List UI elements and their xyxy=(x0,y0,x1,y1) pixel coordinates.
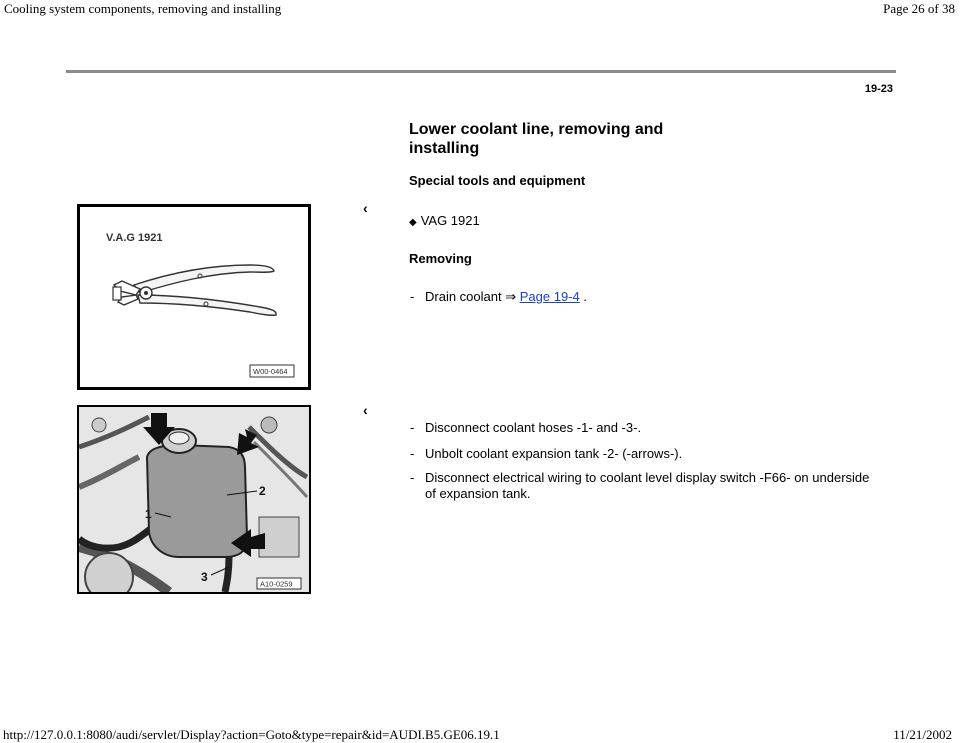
callout-3: 3 xyxy=(201,570,208,584)
page-indicator: Page 26 of 38 xyxy=(883,1,955,16)
section-title-line1: Lower coolant line, removing and xyxy=(409,121,664,138)
tool-figure xyxy=(77,204,311,390)
left-pointer-icon: ‹ xyxy=(363,402,368,418)
footer-url: http://127.0.0.1:8080/audi/servlet/Display?action=Goto&type=repair&id=AUDI.B5.GE06.19.1 xyxy=(3,727,500,742)
callout-1: 1 xyxy=(145,507,152,521)
section-title xyxy=(409,120,709,158)
step-disconnect-hoses: - Disconnect coolant hoses -1- and -3-. xyxy=(410,420,642,435)
right-arrow-icon: ⇒ xyxy=(505,289,517,304)
step-drain-coolant: - Drain coolant ⇒ Page 19-4 . xyxy=(410,289,587,304)
tool-name: VAG 1921 xyxy=(420,213,480,228)
figure1-label: V.A.G 1921 xyxy=(106,232,163,244)
callout-2: 2 xyxy=(259,484,266,498)
header-rule xyxy=(66,70,896,73)
expansion-tank-figure xyxy=(77,405,311,594)
figure1-code: W00-0464 xyxy=(253,367,288,376)
special-tools-heading: Special tools and equipment xyxy=(409,173,586,188)
footer-date: 11/21/2002 xyxy=(893,727,952,742)
left-pointer-icon: ‹ xyxy=(363,200,368,216)
diamond-bullet-icon: ◆ xyxy=(409,217,417,228)
tool-list-item xyxy=(409,213,480,228)
page-link[interactable]: Page 19-4 xyxy=(519,289,580,304)
document-title: Cooling system components, removing and installing xyxy=(4,1,282,16)
step-dash: - xyxy=(410,289,415,304)
step-disconnect-wiring: - Disconnect electrical wiring to coolant level display switch -F66- on underside of expansion tank. xyxy=(410,470,870,501)
page-number: 19-23 xyxy=(864,83,893,95)
engine-bay-illustration xyxy=(79,407,309,592)
figure2-code: A10-0259 xyxy=(260,579,293,589)
step-unbolt-tank: - Unbolt coolant expansion tank -2- (-arrows-). xyxy=(410,446,683,461)
pliers-illustration xyxy=(80,207,308,387)
section-title-line2: installing xyxy=(409,140,480,157)
removing-heading: Removing xyxy=(409,251,472,266)
